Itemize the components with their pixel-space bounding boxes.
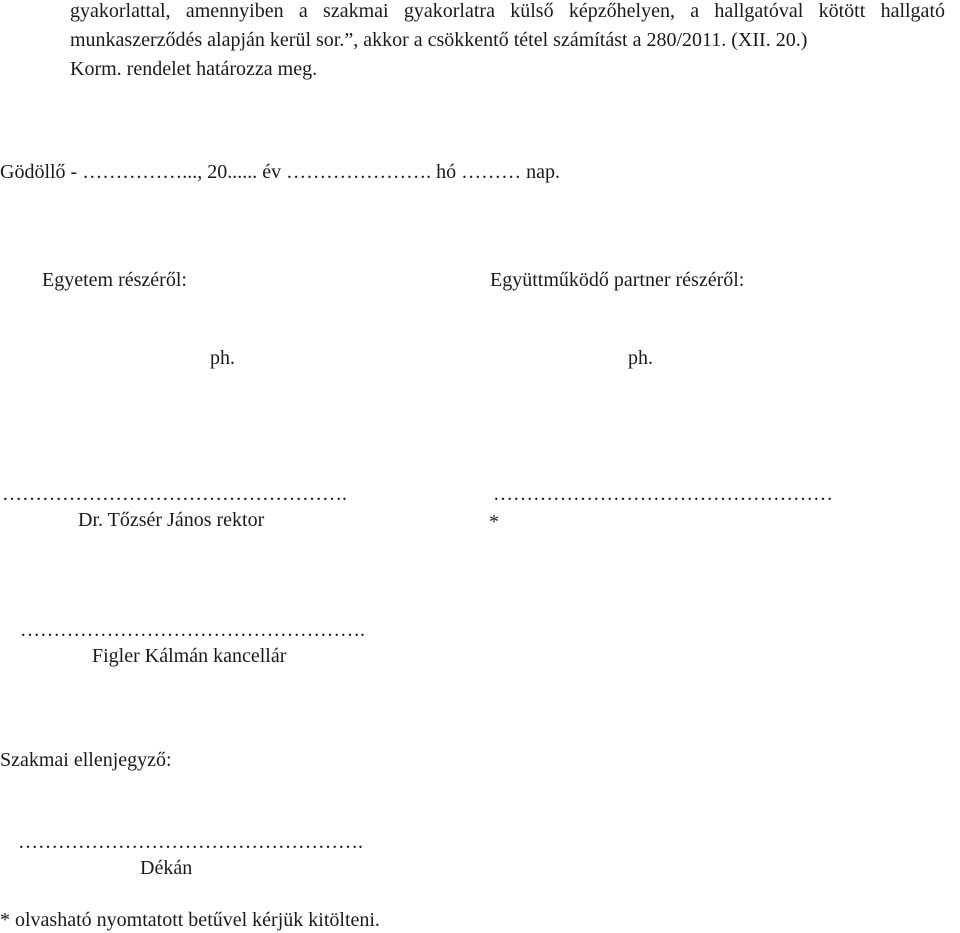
chancellor-signature-line: …………………………………………….	[20, 619, 365, 641]
paragraph-line-2: munkaszerződés alapján kerül sor.”, akkor a csökkentő tétel számítást a 280/2011. (XII. 20.)	[70, 29, 808, 51]
chancellor-name: Figler Kálmán kancellár	[92, 645, 287, 667]
paragraph-line-3: Korm. rendelet határozza meg.	[70, 58, 318, 80]
countersign-label: Szakmai ellenjegyző:	[0, 749, 172, 771]
partner-heading: Együttműködő partner részéről:	[490, 269, 745, 291]
dean-title: Dékán	[140, 857, 193, 879]
partner-signatory-asterisk: *	[489, 511, 499, 533]
dean-signature-line: …………………………………………….	[18, 831, 363, 853]
date-place-line: Gödöllő - ……………..., 20...... év …………………. hó ……… nap.	[0, 161, 560, 183]
partner-signature-line: ……………………………………………	[493, 483, 833, 505]
footnote: * olvasható nyomtatott betűvel kérjük kitölteni.	[0, 909, 380, 931]
university-stamp: ph.	[210, 347, 235, 369]
rector-name: Dr. Tőzsér János rektor	[78, 509, 265, 531]
partner-stamp: ph.	[628, 347, 653, 369]
paragraph-line-1: gyakorlattal, amennyiben a szakmai gyakorlatra külső képzőhelyen, a hallgatóval kötött hallgató	[70, 0, 945, 22]
university-signature-line: …………………………………………….	[2, 483, 347, 505]
university-heading: Egyetem részéről:	[42, 269, 187, 291]
